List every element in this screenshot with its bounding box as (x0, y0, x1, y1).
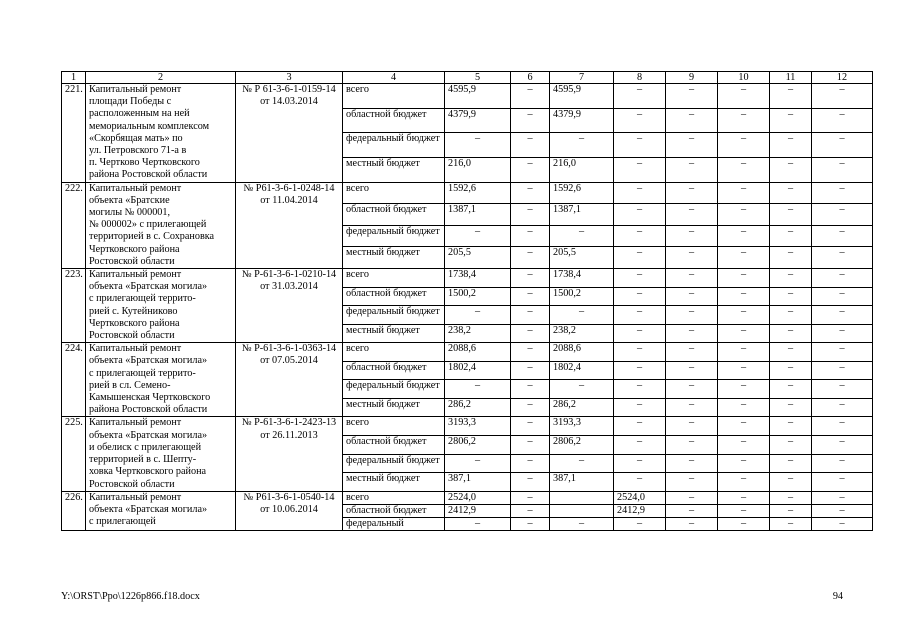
amount-cell: – (614, 287, 666, 306)
amount-cell: – (614, 473, 666, 492)
table-row (62, 491, 873, 504)
object-description (86, 269, 236, 343)
amount-cell: – (511, 225, 550, 247)
amount-cell: 1738,4 (445, 269, 511, 288)
amount-cell: – (666, 247, 718, 269)
object-description-line: района Ростовской области (89, 404, 208, 416)
object-description-line: Камышенская Чертковского (89, 392, 211, 404)
amount-cell: – (718, 518, 770, 531)
document-reference-line: № Р-61-3-6-1-0363-14 (241, 343, 337, 355)
amount-cell: – (550, 225, 614, 247)
amount-cell: 2524,0 (614, 491, 666, 504)
object-description-line: с прилегающей (89, 516, 156, 528)
amount-cell: 2088,6 (550, 343, 614, 362)
amount-cell: – (770, 157, 812, 182)
header-cell: 4 (343, 72, 445, 84)
header-cell: 3 (236, 72, 343, 84)
funding-source: федеральный бюджет (343, 306, 445, 325)
footer-file-path: Y:\ORST\Ppo\1226p866.f18.docx (61, 591, 200, 602)
entry-number: 222. (62, 182, 86, 268)
object-description-line: расположенным на ней (89, 108, 190, 120)
funding-source: всего (343, 182, 445, 204)
amount-cell: – (511, 269, 550, 288)
amount-cell: – (511, 182, 550, 204)
amount-cell: – (666, 518, 718, 531)
amount-cell: – (770, 454, 812, 473)
amount-cell: – (666, 436, 718, 455)
object-description-line: Ростовской области (89, 478, 175, 490)
header-cell: 10 (718, 72, 770, 84)
table-row (62, 269, 873, 288)
entry-number: 223. (62, 269, 86, 343)
object-description-line: объекта «Братские (89, 194, 170, 206)
amount-cell: – (812, 473, 873, 492)
document-reference-line: от 07.05.2014 (260, 355, 318, 367)
amount-cell: – (718, 324, 770, 343)
amount-cell: 216,0 (550, 157, 614, 182)
amount-cell: – (511, 157, 550, 182)
amount-cell: – (614, 343, 666, 362)
object-description-line: района Ростовской области (89, 169, 208, 181)
header-cell: 2 (86, 72, 236, 84)
funding-source: местный бюджет (343, 324, 445, 343)
header-cell: 1 (62, 72, 86, 84)
amount-cell: – (812, 133, 873, 158)
object-description-line: Ростовской области (89, 255, 175, 267)
amount-cell: – (511, 504, 550, 517)
object-description-line: Чертковского района (89, 243, 180, 255)
amount-cell: – (770, 269, 812, 288)
object-description-line: ул. Петровского 71-а в (89, 145, 187, 157)
funding-source: областной бюджет (343, 287, 445, 306)
document-reference (236, 491, 343, 531)
amount-cell: – (511, 133, 550, 158)
object-description-line: № 000002» с прилегающей (89, 219, 207, 231)
amount-cell: – (511, 518, 550, 531)
amount-cell: 286,2 (550, 398, 614, 417)
funding-source: федеральный бюджет (343, 133, 445, 158)
amount-cell: – (666, 417, 718, 436)
amount-cell: – (666, 157, 718, 182)
amount-cell: – (550, 518, 614, 531)
amount-cell: – (614, 380, 666, 399)
amount-cell: – (812, 225, 873, 247)
amount-cell: – (770, 324, 812, 343)
amount-cell: – (511, 204, 550, 226)
amount-cell: – (770, 518, 812, 531)
amount-cell: 2412,9 (614, 504, 666, 517)
amount-cell: – (812, 157, 873, 182)
amount-cell: – (614, 108, 666, 133)
document-reference-line: № Р 61-3-6-1-0159-14 (242, 84, 336, 95)
amount-cell: – (666, 182, 718, 204)
funding-source: федеральный бюджет (343, 454, 445, 473)
amount-cell: – (770, 204, 812, 226)
amount-cell: 1500,2 (550, 287, 614, 306)
funding-source: всего (343, 269, 445, 288)
budget-table (61, 71, 873, 531)
amount-cell: 1592,6 (445, 182, 511, 204)
header-cell: 6 (511, 72, 550, 84)
amount-cell: – (718, 225, 770, 247)
amount-cell: – (812, 324, 873, 343)
object-description-line: Капитальный ремонт (89, 417, 182, 429)
header-cell: 12 (812, 72, 873, 84)
amount-cell: 2088,6 (445, 343, 511, 362)
amount-cell: 205,5 (445, 247, 511, 269)
entry-number: 225. (62, 417, 86, 491)
amount-cell: – (666, 454, 718, 473)
object-description-line: могилы № 000001, (89, 207, 171, 219)
amount-cell: – (614, 454, 666, 473)
amount-cell: – (511, 287, 550, 306)
amount-cell: – (770, 306, 812, 325)
header-cell: 11 (770, 72, 812, 84)
amount-cell: – (614, 306, 666, 325)
amount-cell: – (812, 204, 873, 226)
amount-cell: – (445, 306, 511, 325)
object-description (86, 417, 236, 491)
document-reference (236, 84, 343, 183)
object-description-line: объекта «Братская могила» (89, 503, 208, 515)
amount-cell: – (511, 454, 550, 473)
amount-cell: – (770, 84, 812, 109)
amount-cell: 1738,4 (550, 269, 614, 288)
document-reference-line: от 14.03.2014 (260, 96, 318, 108)
amount-cell: – (770, 491, 812, 504)
amount-cell: – (614, 225, 666, 247)
document-reference (236, 269, 343, 343)
object-description (86, 182, 236, 268)
object-description-line: п. Чертково Чертковского (89, 157, 200, 169)
amount-cell: – (718, 473, 770, 492)
amount-cell: – (718, 204, 770, 226)
amount-cell: 286,2 (445, 398, 511, 417)
amount-cell: – (718, 504, 770, 517)
object-description-line: ховка Чертковского района (89, 466, 207, 478)
table-row (62, 417, 873, 436)
entry-number: 224. (62, 343, 86, 417)
amount-cell: – (614, 398, 666, 417)
document-reference-line: от 10.06.2014 (260, 503, 318, 515)
amount-cell: 1802,4 (550, 361, 614, 380)
amount-cell: – (511, 108, 550, 133)
table-row (62, 84, 873, 109)
amount-cell: – (770, 380, 812, 399)
amount-cell: 2806,2 (550, 436, 614, 455)
funding-source: местный бюджет (343, 247, 445, 269)
amount-cell: – (718, 306, 770, 325)
amount-cell: – (812, 269, 873, 288)
amount-cell: – (718, 361, 770, 380)
funding-source: местный бюджет (343, 157, 445, 182)
funding-source: областной бюджет (343, 204, 445, 226)
amount-cell: – (718, 436, 770, 455)
amount-cell: – (770, 182, 812, 204)
amount-cell: 3193,3 (550, 417, 614, 436)
amount-cell: 387,1 (550, 473, 614, 492)
amount-cell: – (666, 324, 718, 343)
amount-cell: – (666, 204, 718, 226)
object-description-line: площади Победы с (89, 96, 172, 108)
funding-source: всего (343, 343, 445, 362)
amount-cell: – (666, 84, 718, 109)
amount-cell: 387,1 (445, 473, 511, 492)
footer-page-number: 94 (832, 591, 843, 602)
amount-cell: – (770, 225, 812, 247)
amount-cell: – (718, 380, 770, 399)
document-reference-line: № Р-61-3-6-1-0210-14 (241, 269, 337, 281)
amount-cell: – (614, 133, 666, 158)
amount-cell: 4595,9 (445, 84, 511, 109)
amount-cell: – (812, 182, 873, 204)
object-description-line: объекта «Братская могила» (89, 281, 208, 293)
amount-cell: – (666, 343, 718, 362)
amount-cell (550, 504, 614, 517)
amount-cell: – (550, 454, 614, 473)
amount-cell: – (511, 491, 550, 504)
amount-cell: – (812, 417, 873, 436)
object-description-line: объекта «Братская могила» (89, 429, 208, 441)
amount-cell: – (666, 306, 718, 325)
amount-cell: – (445, 133, 511, 158)
entry-number: 221. (62, 84, 86, 183)
funding-source: областной бюджет (343, 108, 445, 133)
amount-cell: – (812, 108, 873, 133)
object-description-line: Капитальный ремонт (89, 343, 182, 355)
amount-cell: – (718, 491, 770, 504)
amount-cell: – (812, 491, 873, 504)
amount-cell: – (812, 380, 873, 399)
amount-cell: – (718, 398, 770, 417)
amount-cell: – (614, 324, 666, 343)
amount-cell: – (614, 518, 666, 531)
amount-cell: – (718, 157, 770, 182)
document-reference-line: от 26.11.2013 (260, 429, 318, 441)
amount-cell: – (511, 247, 550, 269)
document-reference (236, 182, 343, 268)
amount-cell: – (812, 343, 873, 362)
amount-cell: – (511, 361, 550, 380)
funding-source: местный бюджет (343, 473, 445, 492)
object-description-line: Ростовской области (89, 330, 175, 342)
amount-cell: 1592,6 (550, 182, 614, 204)
amount-cell: – (770, 504, 812, 517)
amount-cell: – (770, 473, 812, 492)
amount-cell: – (666, 504, 718, 517)
amount-cell: – (614, 247, 666, 269)
table-row (62, 182, 873, 204)
amount-cell: – (511, 473, 550, 492)
amount-cell: – (614, 84, 666, 109)
funding-source: федеральный бюджет (343, 380, 445, 399)
document-reference-line: № Р-61-3-6-1-2423-13 (241, 417, 337, 429)
amount-cell: – (666, 380, 718, 399)
amount-cell: – (511, 436, 550, 455)
amount-cell: 2524,0 (445, 491, 511, 504)
object-description-line: рией с. Кутейниково (89, 305, 178, 317)
object-description-line: и обелиск с прилегающей (89, 441, 202, 453)
amount-cell: – (812, 518, 873, 531)
amount-cell: – (718, 84, 770, 109)
amount-cell: – (614, 157, 666, 182)
amount-cell: – (718, 247, 770, 269)
amount-cell: 2806,2 (445, 436, 511, 455)
object-description (86, 343, 236, 417)
object-description (86, 84, 236, 183)
object-description (86, 491, 236, 531)
amount-cell: 1802,4 (445, 361, 511, 380)
document-reference-line: № Р61-3-6-1-0248-14 (243, 182, 335, 194)
amount-cell: 1500,2 (445, 287, 511, 306)
amount-cell: – (666, 108, 718, 133)
document-reference-line: от 11.04.2014 (260, 194, 318, 206)
amount-cell: – (666, 225, 718, 247)
amount-cell: – (666, 287, 718, 306)
header-cell: 8 (614, 72, 666, 84)
amount-cell: – (812, 436, 873, 455)
object-description-line: Капитальный ремонт (89, 84, 182, 95)
amount-cell: 216,0 (445, 157, 511, 182)
amount-cell: – (511, 380, 550, 399)
amount-cell: – (614, 269, 666, 288)
amount-cell: 3193,3 (445, 417, 511, 436)
amount-cell: – (614, 361, 666, 380)
amount-cell: – (770, 287, 812, 306)
amount-cell: – (666, 491, 718, 504)
amount-cell: – (666, 473, 718, 492)
amount-cell: – (511, 398, 550, 417)
amount-cell: – (550, 133, 614, 158)
amount-cell: 238,2 (445, 324, 511, 343)
amount-cell: – (445, 380, 511, 399)
amount-cell: – (770, 108, 812, 133)
object-description-line: Чертковского района (89, 317, 180, 329)
amount-cell: – (550, 380, 614, 399)
amount-cell: – (614, 417, 666, 436)
funding-source: федеральный (343, 518, 445, 531)
amount-cell: – (614, 436, 666, 455)
amount-cell: – (812, 504, 873, 517)
header-row (62, 72, 873, 84)
amount-cell: 4595,9 (550, 84, 614, 109)
amount-cell: – (718, 182, 770, 204)
amount-cell: – (511, 417, 550, 436)
amount-cell: – (445, 454, 511, 473)
object-description-line: «Скорбящая мать» по (89, 132, 183, 144)
amount-cell: – (718, 133, 770, 158)
amount-cell: – (770, 133, 812, 158)
amount-cell: – (445, 518, 511, 531)
amount-cell: 1387,1 (550, 204, 614, 226)
funding-source: местный бюджет (343, 398, 445, 417)
amount-cell: – (511, 306, 550, 325)
amount-cell: – (770, 398, 812, 417)
amount-cell: 238,2 (550, 324, 614, 343)
amount-cell: 2412,9 (445, 504, 511, 517)
amount-cell: – (511, 343, 550, 362)
amount-cell: 205,5 (550, 247, 614, 269)
funding-source: федеральный бюджет (343, 225, 445, 247)
amount-cell: – (666, 398, 718, 417)
amount-cell: – (718, 454, 770, 473)
document-reference-line: от 31.03.2014 (260, 281, 318, 293)
entry-number: 226. (62, 491, 86, 531)
amount-cell: 4379,9 (445, 108, 511, 133)
table-row (62, 343, 873, 362)
amount-cell: – (718, 343, 770, 362)
amount-cell: – (445, 225, 511, 247)
amount-cell: – (718, 108, 770, 133)
funding-source: всего (343, 491, 445, 504)
amount-cell: – (812, 398, 873, 417)
funding-source: областной бюджет (343, 436, 445, 455)
amount-cell: – (666, 269, 718, 288)
amount-cell: – (812, 247, 873, 269)
funding-source: всего (343, 417, 445, 436)
object-description-line: рией в сл. Семено- (89, 379, 171, 391)
amount-cell: 1387,1 (445, 204, 511, 226)
object-description-line: территорией в с. Шепту- (89, 454, 197, 466)
funding-source: областной бюджет (343, 361, 445, 380)
amount-cell: – (812, 84, 873, 109)
amount-cell: – (770, 343, 812, 362)
amount-cell: 4379,9 (550, 108, 614, 133)
funding-source: областной бюджет (343, 504, 445, 517)
amount-cell: – (770, 361, 812, 380)
header-cell: 9 (666, 72, 718, 84)
header-cell: 7 (550, 72, 614, 84)
document-reference (236, 417, 343, 491)
header-cell: 5 (445, 72, 511, 84)
amount-cell: – (812, 454, 873, 473)
object-description-line: Капитальный ремонт (89, 182, 182, 194)
object-description-line: с прилегающей террито- (89, 367, 196, 379)
amount-cell: – (812, 306, 873, 325)
amount-cell: – (718, 417, 770, 436)
amount-cell: – (511, 84, 550, 109)
object-description-line: Капитальный ремонт (89, 491, 182, 503)
amount-cell: – (666, 133, 718, 158)
object-description-line: объекта «Братская могила» (89, 355, 208, 367)
amount-cell: – (812, 287, 873, 306)
amount-cell (550, 491, 614, 504)
object-description-line: мемориальным комплексом (89, 120, 210, 132)
amount-cell: – (718, 287, 770, 306)
amount-cell: – (614, 182, 666, 204)
amount-cell: – (770, 417, 812, 436)
amount-cell: – (770, 247, 812, 269)
amount-cell: – (550, 306, 614, 325)
object-description-line: Капитальный ремонт (89, 269, 182, 281)
amount-cell: – (812, 361, 873, 380)
object-description-line: территорией в с. Сохрановка (89, 231, 215, 243)
object-description-line: с прилегающей террито- (89, 293, 196, 305)
amount-cell: – (770, 436, 812, 455)
amount-cell: – (666, 361, 718, 380)
amount-cell: – (718, 269, 770, 288)
document-reference-line: № Р61-3-6-1-0540-14 (243, 491, 335, 503)
amount-cell: – (511, 324, 550, 343)
document-reference (236, 343, 343, 417)
funding-source: всего (343, 84, 445, 109)
amount-cell: – (614, 204, 666, 226)
